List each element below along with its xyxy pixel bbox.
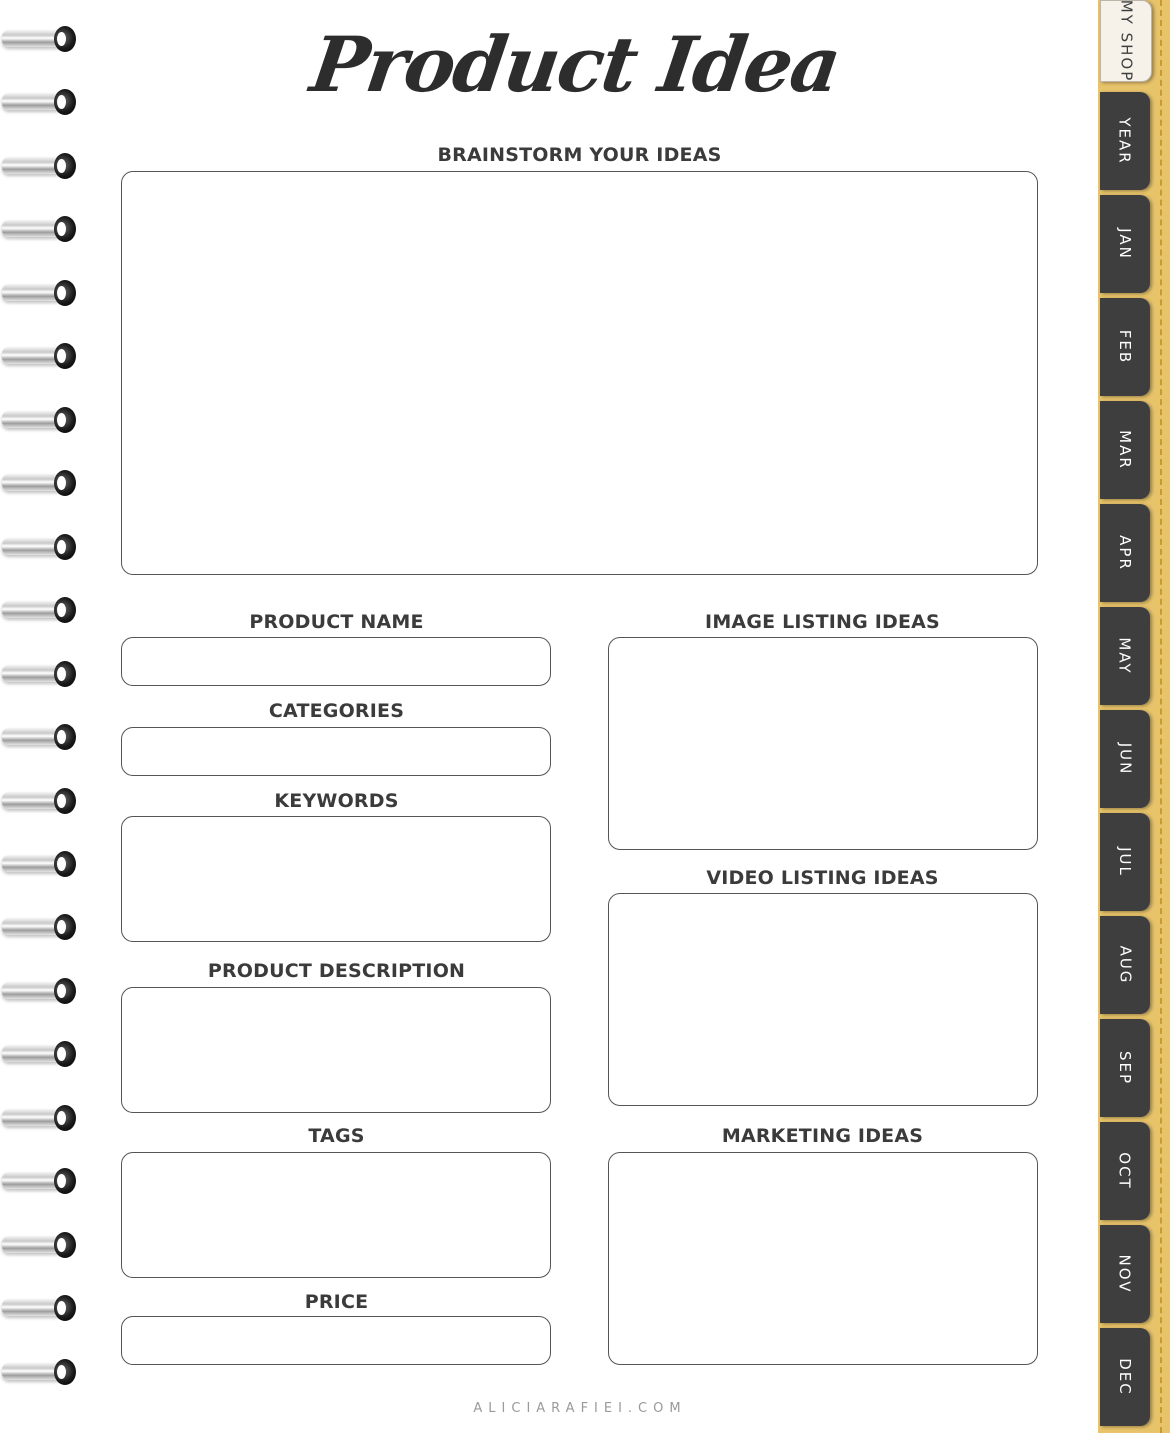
binding-ring-icon [0,213,84,247]
binding-ring-icon [0,150,84,184]
marketing-label: MARKETING IDEAS [721,1125,924,1147]
tab-dec[interactable]: DEC [1100,1328,1150,1426]
price-label: PRICE [304,1291,369,1313]
binding-ring-icon [0,1356,84,1390]
tab-nov[interactable]: NOV [1100,1225,1150,1323]
binding-ring-icon [0,1038,84,1072]
image-listing-label: IMAGE LISTING IDEAS [705,611,940,633]
footer-website: ALICIARAFIEI.COM [473,1401,687,1416]
binding-ring-icon [0,277,84,311]
binding-ring-icon [0,1292,84,1326]
spiral-binding [0,0,90,1433]
tab-aug[interactable]: AUG [1100,916,1150,1014]
binding-ring-icon [0,721,84,755]
binding-ring-icon [0,911,84,945]
tab-stitching [1160,0,1162,1433]
price-field[interactable] [121,1316,551,1365]
tab-apr[interactable]: APR [1100,504,1150,602]
product-name-field[interactable] [121,637,551,686]
binding-ring-icon [0,1165,84,1199]
keywords-field[interactable] [121,816,551,942]
tab-jul[interactable]: JUL [1100,813,1150,911]
keywords-label: KEYWORDS [274,790,399,812]
tab-may[interactable]: MAY [1100,607,1150,705]
tab-my-shop[interactable]: MY SHOP [1100,0,1152,82]
product-name-label: PRODUCT NAME [249,611,424,633]
tab-year[interactable]: YEAR [1100,92,1150,190]
video-listing-field[interactable] [608,893,1038,1106]
tab-sep[interactable]: SEP [1100,1019,1150,1117]
binding-ring-icon [0,404,84,438]
binding-ring-icon [0,594,84,628]
product-description-field[interactable] [121,987,551,1113]
product-description-label: PRODUCT DESCRIPTION [207,960,466,982]
tags-field[interactable] [121,1152,551,1278]
binding-ring-icon [0,531,84,565]
binding-ring-icon [0,975,84,1009]
page-title: Product Idea [305,20,845,109]
binding-ring-icon [0,658,84,692]
categories-label: CATEGORIES [268,700,405,722]
brainstorm-field[interactable] [121,171,1038,575]
tab-jun[interactable]: JUN [1100,710,1150,808]
video-listing-label: VIDEO LISTING IDEAS [706,867,939,889]
tab-jan[interactable]: JAN [1100,195,1150,293]
binding-ring-icon [0,340,84,374]
binding-ring-icon [0,785,84,819]
brainstorm-label: BRAINSTORM YOUR IDEAS [437,144,722,166]
binding-ring-icon [0,1102,84,1136]
marketing-field[interactable] [608,1152,1038,1365]
binding-ring-icon [0,848,84,882]
categories-field[interactable] [121,727,551,776]
tab-mar[interactable]: MAR [1100,401,1150,499]
tab-oct[interactable]: OCT [1100,1122,1150,1220]
image-listing-field[interactable] [608,637,1038,850]
binding-ring-icon [0,467,84,501]
tab-feb[interactable]: FEB [1100,298,1150,396]
tags-label: TAGS [308,1125,365,1147]
binding-ring-icon [0,1229,84,1263]
